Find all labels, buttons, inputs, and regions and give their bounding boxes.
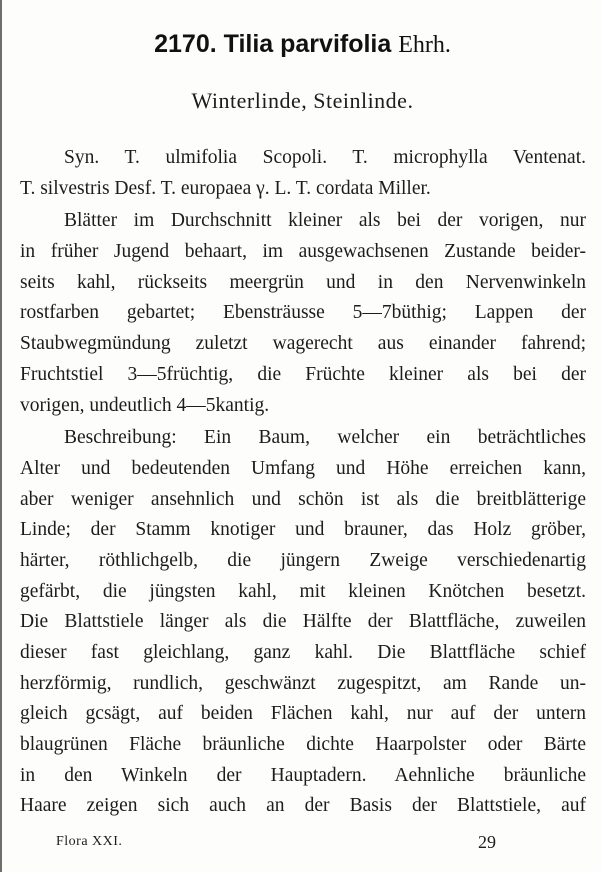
species-heading	[2, 30, 601, 59]
description-line: gefärbt, die jüngsten kahl, mit kleinen Knötchen besetzt.	[20, 580, 586, 602]
description-line: in den Winkeln der Hauptadern. Aehnliche bräunliche	[20, 764, 586, 786]
volume-label: Flora XXI.	[56, 834, 123, 849]
page-number: 29	[478, 832, 496, 852]
description-line: Linde; der Stamm knotiger und brauner, das Holz gröber,	[20, 519, 586, 541]
description-line: dieser fast gleichlang, ganz kahl. Die Blattfläche schief	[20, 642, 586, 663]
description-line: Alter und bedeutenden Umfang und Höhe erreichen kann,	[20, 457, 586, 479]
description-line: Die Blattstiele länger als die Hälfte der Blattfläche, zuweilen	[20, 611, 586, 633]
description-line: Beschreibung: Ein Baum, welcher ein beträchtliches	[64, 427, 586, 449]
description-line: Haare zeigen sich auch an der Basis der Blattstiele, auf	[20, 795, 586, 817]
species-author: Ehrh.	[398, 32, 451, 58]
description-line: blaugrünen Fläche bräunliche dichte Haarpolster oder Bärte	[20, 734, 586, 756]
synonyms-line: Syn. T. ulmifolia Scopoli. T. microphylla Ventenat.	[64, 147, 586, 168]
common-names: Winterlinde, Steinlinde.	[191, 88, 414, 113]
diagnosis-line: vorigen, undeutlich 4—5kantig.	[20, 394, 270, 416]
diagnosis-line: in früher Jugend behaart, im ausgewachsenen Zustande beider-	[20, 241, 586, 263]
description-line: gleich gcsägt, auf beiden Flächen kahl, nur auf der untern	[20, 703, 586, 725]
diagnosis-line: seits kahl, rückseits meergrün und in den Nervenwinkeln	[20, 271, 586, 293]
synonyms-line: T. silvestris Desf. T. europaea γ. L. T. cordata Miller.	[20, 177, 431, 199]
diagnosis-line: rostfarben gebartet; Ebensträusse 5—7büthig; Lappen der	[20, 302, 586, 324]
description-line: aber weniger ansehnlich und schön ist als die breitblätterige	[20, 488, 586, 510]
diagnosis-line: Fruchtstiel 3—5früchtig, die Früchte kleiner als bei der	[20, 363, 586, 385]
description-line: herzförmig, rundlich, geschwänzt zugespitzt, am Rande un-	[20, 672, 586, 694]
diagnosis-line: Blätter im Durchschnitt kleiner als bei der vorigen, nur	[64, 210, 586, 232]
species-name: Tilia parvifolia	[223, 30, 392, 58]
description-line: härter, röthlichgelb, die jüngern Zweige verschiedenartig	[20, 549, 586, 571]
page-body	[20, 143, 586, 822]
species-number: 2170.	[154, 30, 217, 58]
diagnosis-line: Staubwegmündung zuletzt wagerecht aus einander fahrend;	[20, 333, 586, 355]
